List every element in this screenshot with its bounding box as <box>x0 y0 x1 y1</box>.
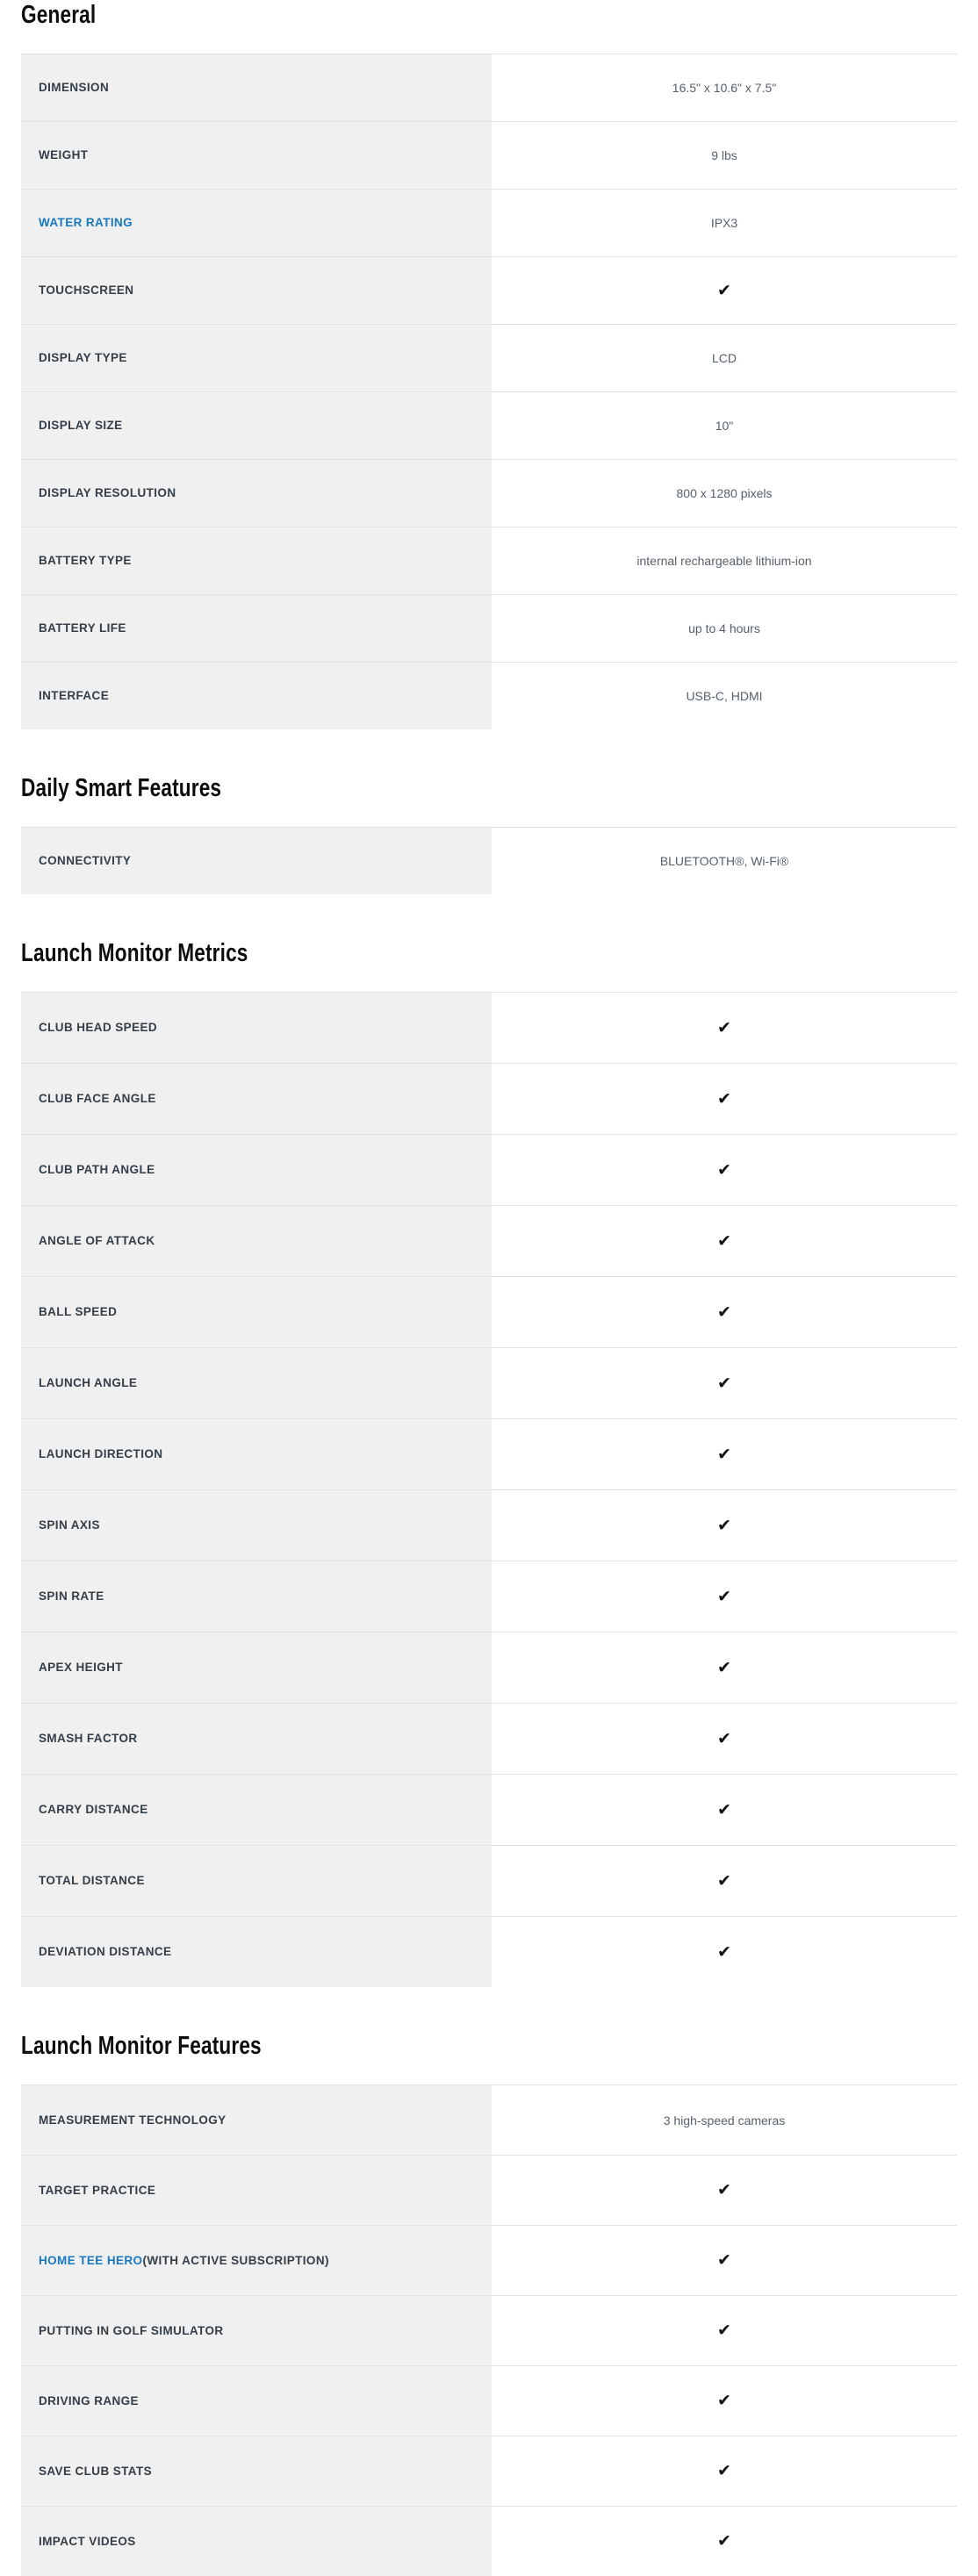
section-title <box>21 2031 957 2062</box>
spec-value: USB-C, HDMI <box>686 689 763 703</box>
spec-label: TOTAL DISTANCE <box>39 1874 145 1887</box>
check-icon: ✔ <box>717 1586 731 1606</box>
spec-label: BATTERY LIFE <box>39 621 126 635</box>
spec-label-cell <box>21 2085 492 2155</box>
spec-label-cell <box>21 527 492 594</box>
spec-label-cell <box>21 993 492 1063</box>
section-title <box>21 938 957 969</box>
spec-label-cell <box>21 2156 492 2225</box>
spec-table <box>21 54 957 729</box>
check-icon: ✔ <box>717 1444 731 1464</box>
table-row <box>21 1704 957 1775</box>
section-daily-smart-features <box>21 773 957 894</box>
table-row <box>21 1277 957 1348</box>
spec-label-link[interactable]: WATER RATING <box>39 216 133 229</box>
spec-table <box>21 827 957 894</box>
table-row <box>21 1846 957 1917</box>
spec-value: 3 high-speed cameras <box>663 2113 786 2128</box>
spec-label: CLUB FACE ANGLE <box>39 1092 156 1105</box>
table-row <box>21 1348 957 1419</box>
spec-label-cell <box>21 595 492 662</box>
spec-label: TARGET PRACTICE <box>39 2183 156 2197</box>
table-row <box>21 1206 957 1277</box>
table-row <box>21 2507 957 2576</box>
table-row <box>21 54 957 122</box>
check-icon: ✔ <box>717 2461 731 2480</box>
spec-label-cell <box>21 1632 492 1703</box>
spec-label: BATTERY TYPE <box>39 554 132 567</box>
table-row <box>21 2226 957 2296</box>
spec-label: LAUNCH DIRECTION <box>39 1447 163 1460</box>
spec-label-cell <box>21 1846 492 1916</box>
check-icon: ✔ <box>717 1302 731 1322</box>
table-row <box>21 527 957 595</box>
spec-label-cell <box>21 392 492 459</box>
spec-label-cell <box>21 460 492 527</box>
spec-label-cell <box>21 1561 492 1632</box>
spec-label-cell <box>21 663 492 729</box>
spec-label-suffix: (WITH ACTIVE SUBSCRIPTION) <box>142 2253 329 2267</box>
table-row <box>21 1135 957 1206</box>
section-title-text: Daily Smart Features <box>21 774 222 802</box>
check-icon: ✔ <box>717 2180 731 2199</box>
table-row <box>21 2436 957 2507</box>
spec-label-cell <box>21 2296 492 2365</box>
spec-label: SMASH FACTOR <box>39 1732 138 1745</box>
check-icon: ✔ <box>717 280 731 300</box>
section-title-text: Launch Monitor Features <box>21 2032 262 2060</box>
spec-table <box>21 2084 957 2576</box>
spec-value: 16.5" x 10.6" x 7.5" <box>672 81 777 95</box>
spec-value: BLUETOOTH®, Wi-Fi® <box>659 854 789 868</box>
check-icon: ✔ <box>717 2250 731 2270</box>
table-row <box>21 2366 957 2436</box>
spec-value: LCD <box>711 351 737 365</box>
spec-value: internal rechargeable lithium-ion <box>636 554 812 568</box>
section-title-text: General <box>21 1 97 29</box>
spec-label: IMPACT VIDEOS <box>39 2534 136 2548</box>
spec-label: CLUB PATH ANGLE <box>39 1163 155 1176</box>
spec-label-cell <box>21 1135 492 1205</box>
spec-value: 10" <box>715 419 734 433</box>
section-title-text: Launch Monitor Metrics <box>21 939 248 967</box>
spec-label-cell <box>21 122 492 189</box>
check-icon: ✔ <box>717 1159 731 1180</box>
table-row <box>21 190 957 257</box>
table-row <box>21 257 957 325</box>
spec-label-cell <box>21 54 492 121</box>
spec-label: TOUCHSCREEN <box>39 283 134 297</box>
table-row <box>21 1490 957 1561</box>
spec-label-cell <box>21 1277 492 1347</box>
spec-label: DIMENSION <box>39 81 110 94</box>
spec-label: SPIN RATE <box>39 1589 104 1603</box>
spec-label-cell <box>21 1704 492 1774</box>
table-row <box>21 595 957 663</box>
spec-label: ANGLE OF ATTACK <box>39 1234 155 1247</box>
spec-label: DISPLAY RESOLUTION <box>39 486 176 499</box>
check-icon: ✔ <box>717 1657 731 1677</box>
spec-label-cell <box>21 1490 492 1561</box>
check-icon: ✔ <box>717 1017 731 1037</box>
spec-label-link[interactable]: HOME TEE HERO <box>39 2253 143 2267</box>
spec-value: IPX3 <box>710 216 738 230</box>
section-general <box>21 0 957 729</box>
section-title <box>21 0 957 31</box>
spec-label: CARRY DISTANCE <box>39 1803 148 1816</box>
spec-label-cell <box>21 1206 492 1276</box>
check-icon: ✔ <box>717 2391 731 2410</box>
table-row <box>21 460 957 527</box>
table-row <box>21 2085 957 2156</box>
spec-label: BALL SPEED <box>39 1305 118 1318</box>
spec-value: up to 4 hours <box>688 621 760 635</box>
table-row <box>21 1917 957 1987</box>
spec-label: DISPLAY SIZE <box>39 419 123 432</box>
table-row <box>21 2296 957 2366</box>
table-row <box>21 325 957 392</box>
spec-label-cell <box>21 325 492 391</box>
spec-label: WEIGHT <box>39 148 89 161</box>
spec-label-cell <box>21 2507 492 2576</box>
spec-label-cell <box>21 1917 492 1987</box>
spec-label: DRIVING RANGE <box>39 2393 139 2407</box>
spec-label: CONNECTIVITY <box>39 854 132 867</box>
check-icon: ✔ <box>717 1373 731 1393</box>
check-icon: ✔ <box>717 2321 731 2340</box>
spec-label: DISPLAY TYPE <box>39 351 127 364</box>
table-row <box>21 392 957 460</box>
spec-label: LAUNCH ANGLE <box>39 1376 138 1389</box>
spec-label-cell <box>21 190 492 256</box>
check-icon: ✔ <box>717 2531 731 2551</box>
check-icon: ✔ <box>717 1728 731 1748</box>
table-row <box>21 122 957 190</box>
spec-label-cell <box>21 2366 492 2436</box>
spec-label: PUTTING IN GOLF SIMULATOR <box>39 2323 224 2337</box>
table-row <box>21 2156 957 2226</box>
table-row <box>21 663 957 729</box>
spec-label-cell <box>21 2436 492 2506</box>
spec-label-cell <box>21 2226 492 2295</box>
check-icon: ✔ <box>717 1870 731 1891</box>
spec-label: APEX HEIGHT <box>39 1661 123 1674</box>
table-row <box>21 1064 957 1135</box>
table-row <box>21 1419 957 1490</box>
check-icon: ✔ <box>717 1088 731 1109</box>
spec-label: SPIN AXIS <box>39 1518 100 1532</box>
check-icon: ✔ <box>717 1799 731 1819</box>
spec-value: 800 x 1280 pixels <box>676 486 773 500</box>
spec-value: 9 lbs <box>711 148 737 162</box>
check-icon: ✔ <box>717 1515 731 1535</box>
section-launch-monitor-metrics <box>21 938 957 1987</box>
table-row <box>21 993 957 1064</box>
spec-label-cell <box>21 1348 492 1418</box>
check-icon: ✔ <box>717 1941 731 1962</box>
spec-label: MEASUREMENT TECHNOLOGY <box>39 2113 227 2127</box>
spec-label: DEVIATION DISTANCE <box>39 1945 172 1958</box>
spec-label-cell <box>21 1419 492 1489</box>
spec-label: CLUB HEAD SPEED <box>39 1021 158 1034</box>
spec-label-cell <box>21 828 492 894</box>
table-row <box>21 1632 957 1704</box>
table-row <box>21 1561 957 1632</box>
table-row <box>21 1775 957 1846</box>
spec-label-cell <box>21 1775 492 1845</box>
spec-table <box>21 992 957 1987</box>
spec-label-cell <box>21 1064 492 1134</box>
section-launch-monitor-features <box>21 2031 957 2576</box>
spec-label-cell <box>21 257 492 324</box>
section-title <box>21 773 957 804</box>
spec-label: SAVE CLUB STATS <box>39 2464 153 2478</box>
table-row <box>21 828 957 894</box>
spec-label: INTERFACE <box>39 689 110 702</box>
check-icon: ✔ <box>717 1231 731 1251</box>
